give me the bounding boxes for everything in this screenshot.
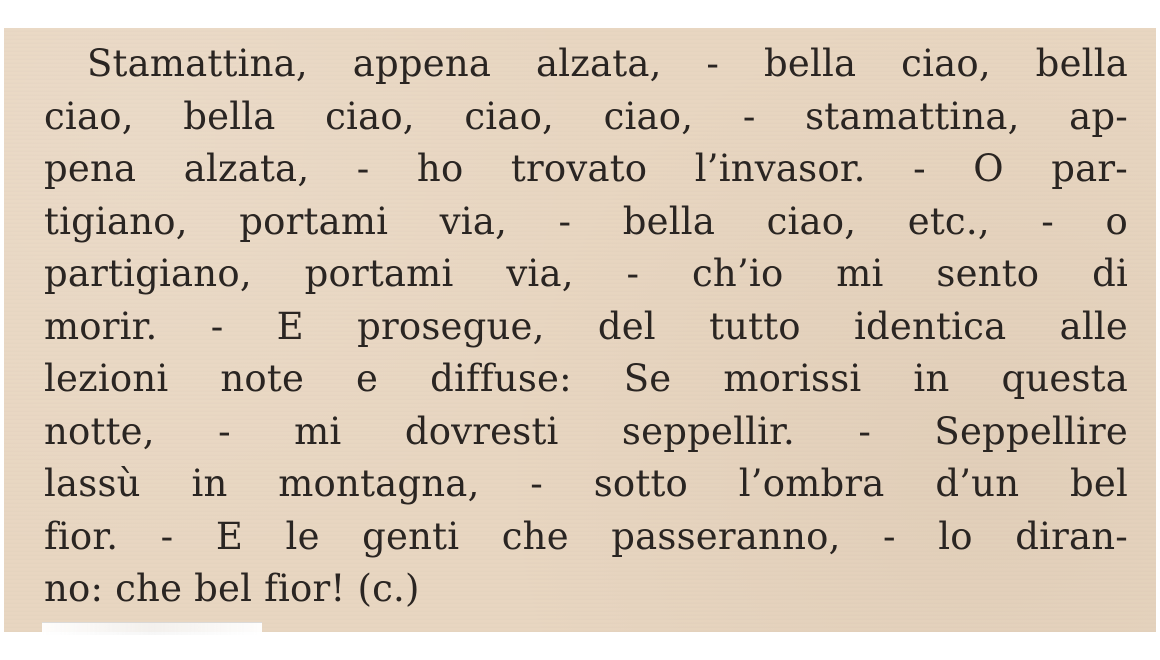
text-line-8: notte, - mi dovresti seppellir. - Seppellire (44, 409, 1128, 453)
text-line-6: morir. - E prosegue, del tutto identica alle (44, 304, 1128, 348)
text-line-11: no: che bel fior! (c.) (44, 567, 420, 610)
article-text (44, 38, 1128, 616)
text-line-7: lezioni note e diffuse: Se morissi in questa (44, 357, 1128, 400)
text-line-4: tigiano, portami via, - bella ciao, etc., - o (44, 199, 1128, 243)
text-line-2: ciao, bella ciao, ciao, ciao, - stamattina, ap- (44, 94, 1128, 138)
text-line-1: Stamattina, appena alzata, - bella ciao, bella (87, 42, 1128, 85)
newspaper-clipping (4, 28, 1156, 632)
text-line-5: partigiano, portami via, - ch’io mi sento di (44, 252, 1128, 295)
text-line-9: lassù in montagna, - sotto l’ombra d’un bel (44, 462, 1128, 505)
text-line-3: pena alzata, - ho trovato l’invasor. - O par- (44, 147, 1128, 190)
scan-artifact (42, 622, 262, 635)
text-line-10: fior. - E le genti che passeranno, - lo diran- (44, 514, 1128, 558)
